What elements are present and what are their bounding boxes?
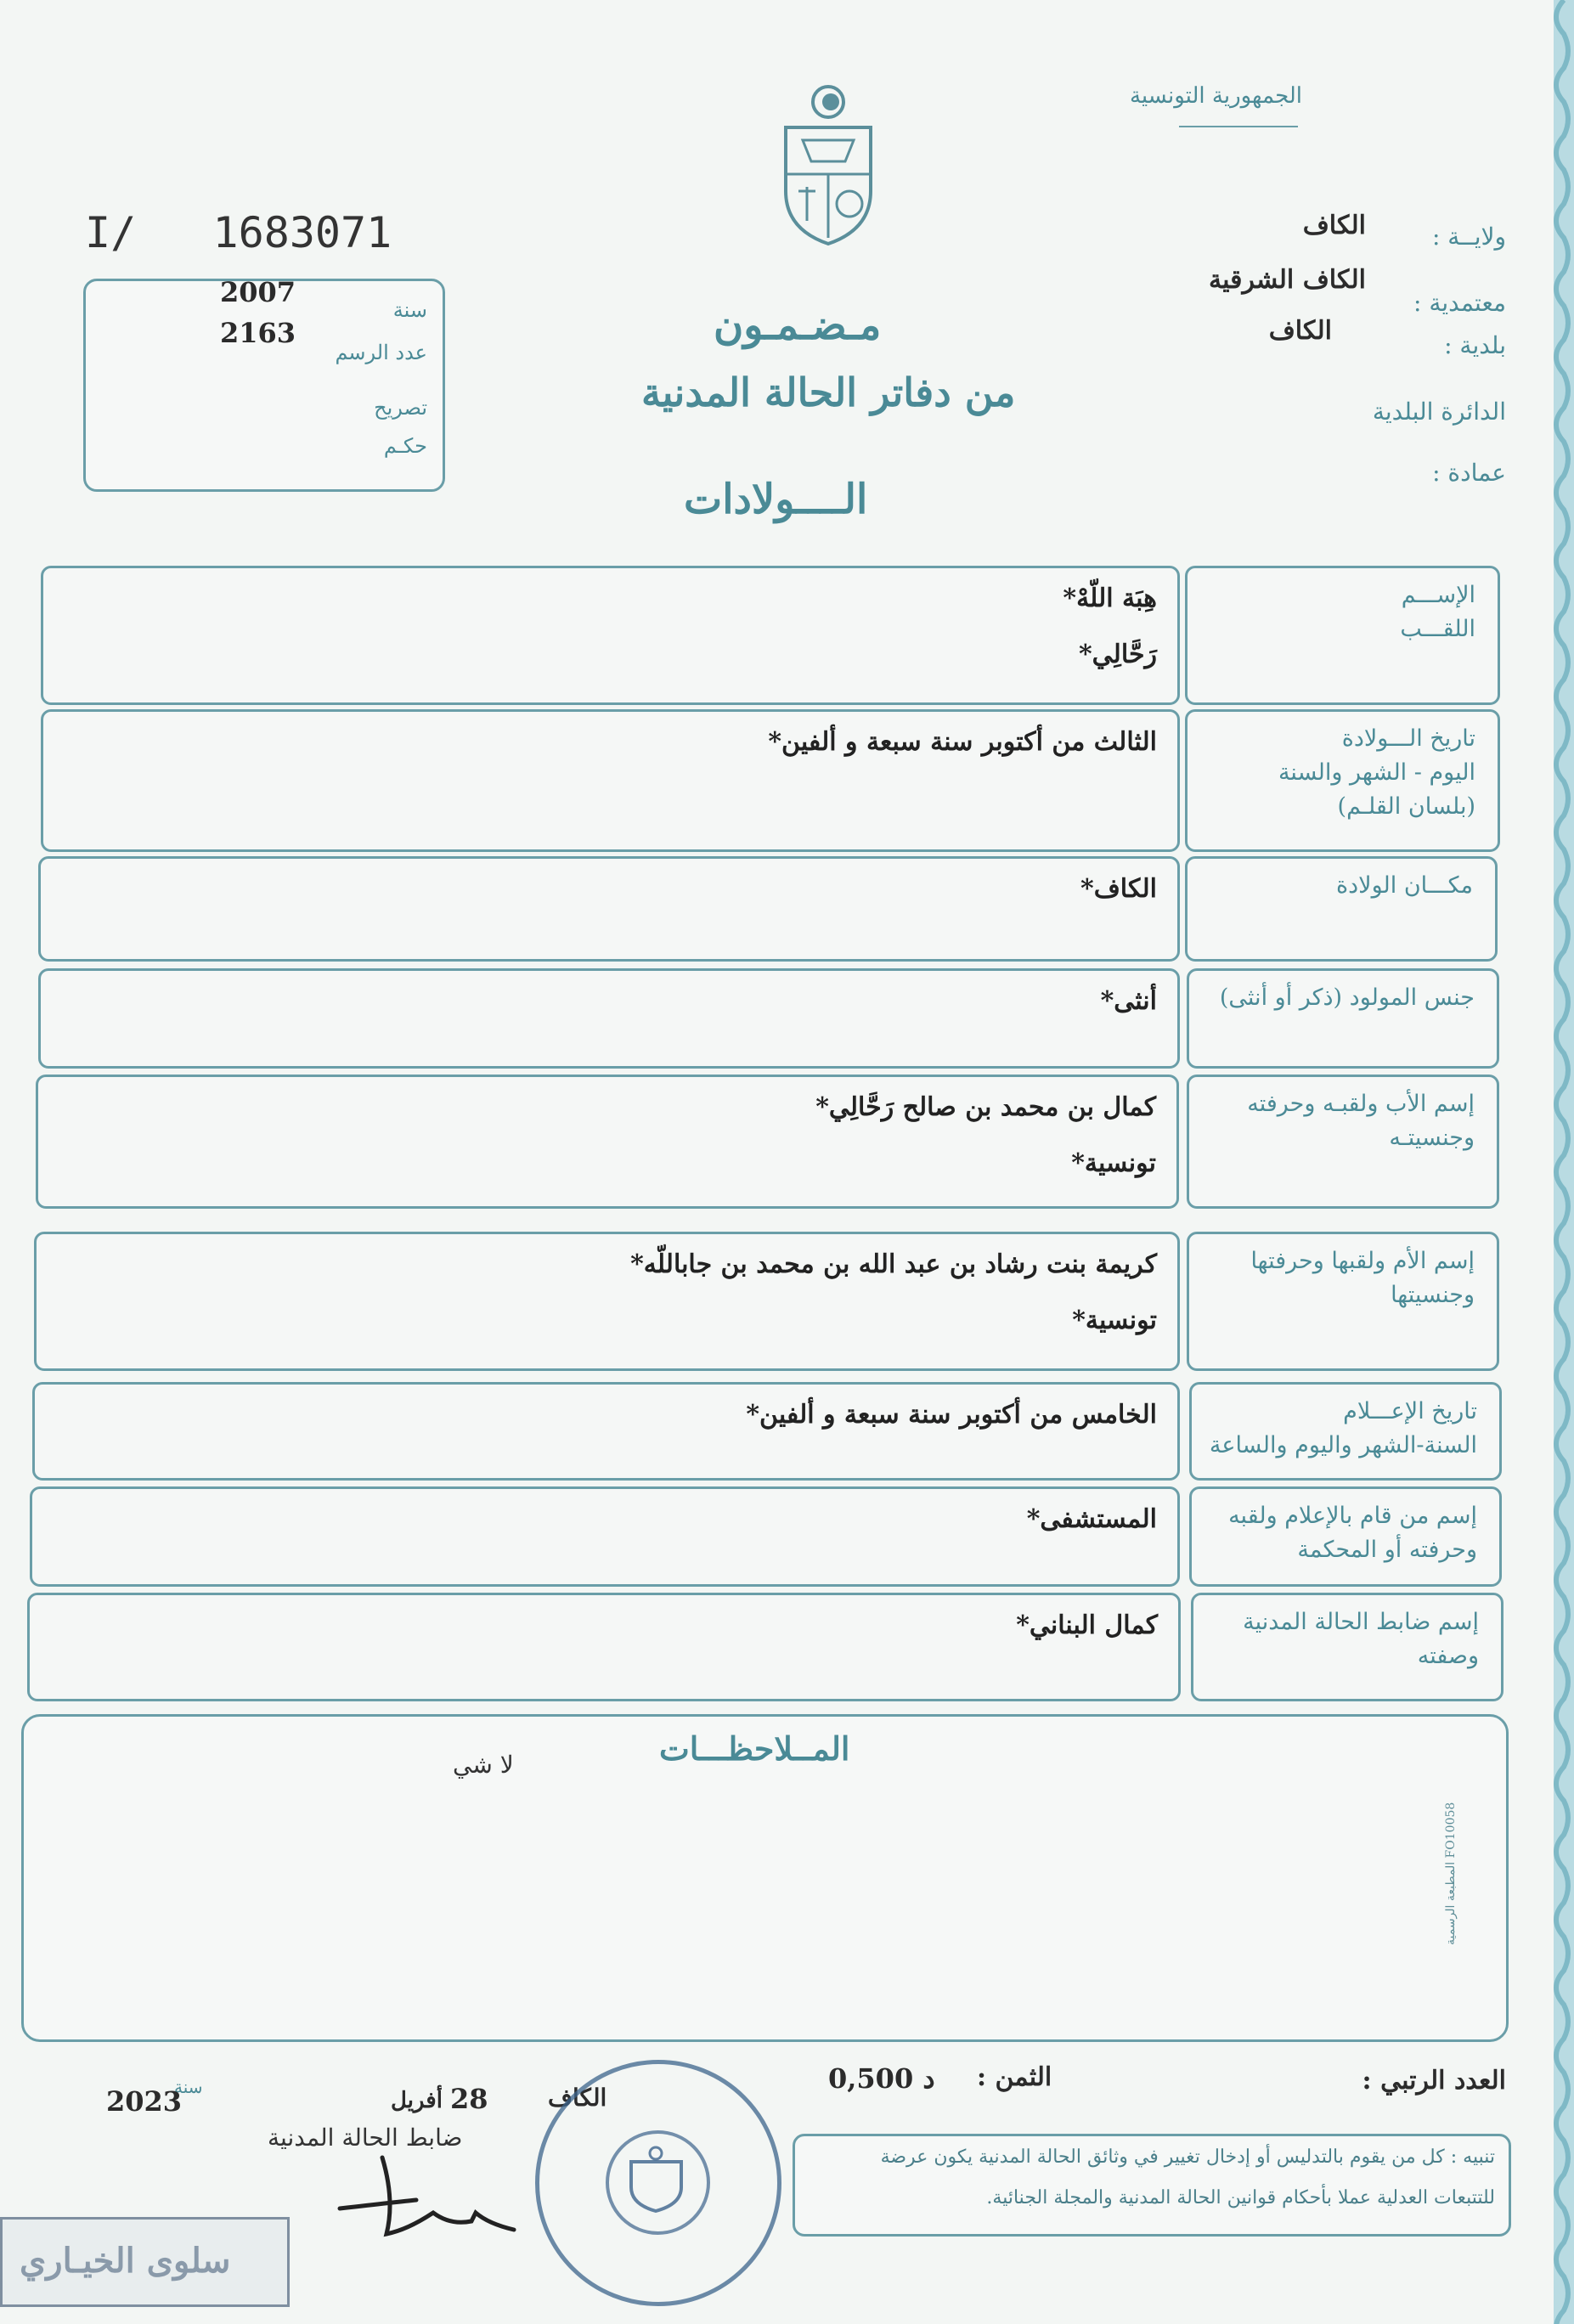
field-value-2: [30, 1651, 1178, 1656]
reg-number-value: 2163: [220, 317, 296, 349]
legal-notice-line-1: تنبيه : كل من يقوم بالتدليس أو إدخال تغيير في وثائق الحالة المدنية يكون عرضة: [880, 2146, 1495, 2168]
field-label-box: [1189, 1486, 1502, 1587]
field-value-2: [43, 768, 1177, 773]
field-label-box: [1189, 1382, 1502, 1481]
field-value-1: المستشفى*: [1026, 1504, 1157, 1534]
legal-notice-box: [793, 2134, 1511, 2237]
date-place: الكاف: [548, 2084, 607, 2112]
field-label-2: وجنسيتـه: [1389, 1125, 1475, 1151]
field-label-box: [1185, 709, 1500, 852]
field-label-box: [1187, 1075, 1499, 1209]
declaration-label: تصريح: [374, 396, 427, 420]
coat-of-arms-icon: [777, 81, 879, 251]
field-label-box: [1187, 1232, 1499, 1371]
field-value-2: [35, 1441, 1177, 1446]
registration-box: [83, 276, 445, 492]
price-value: 0,500 د: [828, 2062, 935, 2095]
omda-label: عمادة :: [1432, 459, 1506, 487]
notes-value: لا شي: [453, 1751, 514, 1779]
field-value-box: [32, 1382, 1180, 1481]
field-value-2: [32, 1545, 1177, 1550]
field-value-2: رَحَّالِي*: [1078, 640, 1157, 669]
field-label-3: (بلسان القلـم): [1337, 793, 1475, 820]
field-value-box: [41, 709, 1180, 852]
notes-title: المــلاحظـــات: [659, 1729, 850, 1768]
field-label-1: تاريخ الإعـــلام: [1343, 1398, 1477, 1424]
wavy-border-decoration: [1542, 0, 1574, 2324]
field-label-1: إسم ضابط الحالة المدنية: [1243, 1609, 1479, 1635]
governorate-value: الكاف: [1302, 211, 1366, 240]
judgment-label: حكـم: [383, 434, 427, 458]
municipality-value: الكاف: [1268, 316, 1332, 346]
field-label-2: وصفته: [1417, 1643, 1479, 1669]
field-label-box: [1191, 1593, 1503, 1701]
field-label-1: مكـــان الولادة: [1336, 872, 1473, 899]
field-value-1: كمال بن محمد بن صالح رَحَّالِي*: [815, 1092, 1156, 1122]
field-label-2: السنة-الشهر واليوم والساعة: [1209, 1432, 1477, 1458]
reg-year-label: سنة: [392, 298, 427, 322]
reg-year-value: 2007: [220, 276, 296, 308]
price-label: الثمن :: [977, 2062, 1052, 2092]
field-label-1: تاريخ الـــولادة: [1341, 725, 1475, 752]
date-month: أفريل: [391, 2088, 443, 2113]
delegation-value: الكاف الشرقية: [1209, 265, 1366, 295]
field-label-box: [1185, 566, 1500, 705]
field-label-box: [1185, 856, 1498, 962]
field-label-2: اللقـــب: [1400, 616, 1475, 642]
field-value-1: الكاف*: [1080, 874, 1157, 904]
field-value-1: أنثى*: [1100, 986, 1157, 1016]
date-year-value: 2023: [106, 2085, 183, 2118]
field-label-2: وحرفته أو المحكمة: [1297, 1537, 1477, 1563]
field-value-1: هِبَة اللّهْ*: [1063, 584, 1157, 613]
field-value-box: [36, 1075, 1179, 1209]
official-round-seal: [535, 2060, 781, 2306]
seal-emblem-icon: [624, 2145, 688, 2213]
field-value-box: [34, 1232, 1180, 1371]
officer-title: ضابط الحالة المدنية: [268, 2124, 463, 2152]
date-day: 28: [450, 2083, 488, 2115]
title-extract: مـضـمـون: [714, 302, 882, 349]
field-label-2: وجنسيتها: [1391, 1282, 1475, 1308]
field-label-box: [1187, 968, 1499, 1069]
republic-header: الجمهورية التونسية: [1129, 83, 1302, 109]
officer-name-stamp: [0, 2217, 290, 2307]
officer-name-stamp-text: سلوى الخيـاري: [20, 2241, 231, 2281]
field-label-1: جنس المولود (ذكر أو أنثى): [1219, 984, 1475, 1011]
officer-signature: [331, 2149, 527, 2251]
field-value-box: [41, 566, 1180, 705]
serial-rank-label: العدد الرتبي :: [1362, 2066, 1506, 2096]
field-value-2: [41, 915, 1177, 920]
field-label-1: إسم الأب ولقبـه وحرفته: [1247, 1091, 1475, 1117]
field-value-box: [30, 1486, 1180, 1587]
field-label-2: اليوم - الشهر والسنة: [1278, 759, 1475, 786]
field-value-box: [38, 856, 1180, 962]
reg-number-label: عدد الرسم: [335, 341, 427, 364]
field-value-1: كمال البناني*: [1016, 1610, 1158, 1640]
municipal-district-label: الدائرة البلدية: [1372, 398, 1506, 426]
municipality-label: بلدية :: [1444, 331, 1506, 359]
field-value-2: تونسية*: [1072, 1306, 1157, 1335]
governorate-label: ولايــة :: [1431, 223, 1506, 251]
printer-imprint: المطبعة الرسمية FO10058: [1444, 1802, 1458, 1945]
field-value-1: الثالث من أكتوبر سنة سبعة و ألفين*: [768, 727, 1157, 757]
notes-box: [21, 1714, 1509, 2042]
field-value-2: [41, 1027, 1177, 1032]
field-value-2: تونسية*: [1071, 1148, 1156, 1178]
title-births: الــــولادات: [684, 476, 868, 523]
field-label-1: إسم الأم ولقبها وحرفتها: [1250, 1248, 1475, 1274]
field-label-1: إسم من قام بالإعلام ولقبه: [1228, 1503, 1477, 1529]
date-year-label: سنة: [174, 2077, 203, 2097]
field-value-1: الخامس من أكتوبر سنة سبعة و ألفين*: [746, 1400, 1157, 1430]
serial-number: I/ 1683071: [85, 208, 392, 257]
field-value-box: [38, 968, 1180, 1069]
field-label-1: الإســـم: [1401, 582, 1475, 608]
field-value-box: [27, 1593, 1181, 1701]
title-civil-registers: من دفاتر الحالة المدنية: [641, 369, 1016, 415]
header-ornament-line: [1179, 126, 1298, 127]
legal-notice-line-2: للتتبعات العدلية عملا بأحكام قوانين الحالة المدنية والمجلة الجنائية.: [986, 2187, 1495, 2208]
field-value-1: كريمة بنت رشاد بن عبد الله بن محمد بن جاباللّه*: [630, 1249, 1157, 1279]
delegation-label: معتمدية :: [1413, 289, 1506, 317]
